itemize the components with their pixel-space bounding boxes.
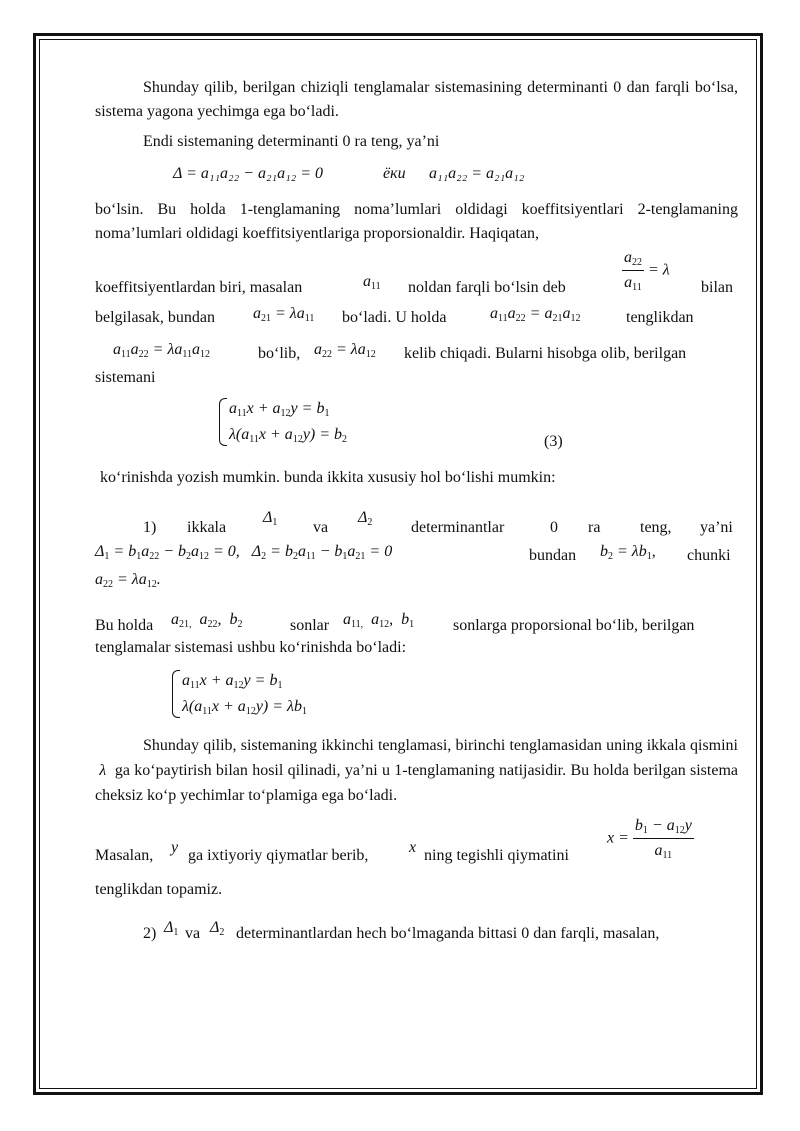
case-1-ra: ra [588, 519, 601, 536]
case-1-equal: teng, [640, 519, 672, 536]
line-result [95, 338, 738, 366]
equation-or-word: ёки [383, 165, 406, 182]
paragraph-system-intro: sistemani [95, 369, 156, 386]
text-numbers: sonlar [290, 617, 330, 634]
case-1-determinants: determinantlar [411, 519, 505, 536]
math-delta1: $\Delta_1$ [263, 509, 278, 528]
math-second-row-coeffs: $a_{21,}$ $a_{22}$, $b_2$ [171, 611, 243, 630]
case-2-text: determinantlardan hech bo‘lmaganda bittasi 0 dan farqli, masalan, [236, 925, 660, 943]
paragraph-2: Endi sistemaning determinanti 0 ra teng, ya’ni [143, 133, 440, 150]
system-3-row-2: $\lambda(a_{11}x + a_{12}y) = b_2$ [229, 426, 348, 445]
line-example [95, 814, 738, 870]
text-consequence: ga ko‘paytirish bilan hosil qilinadi, ya’ni u 1-tenglamaning natijasidir. Bu holda berilgan sistema cheksiz ko‘p yechimlar to‘plamiga ega bo‘ladi. [95, 761, 738, 804]
case-1-and: va [313, 519, 329, 536]
math-delta2: $\Delta_2$ [358, 509, 373, 528]
equation-proportion: a₁₁a₂₂ = a₂₁a₁₂ [429, 165, 525, 182]
paragraph-system-form: tenglamalar sistemasi ushbu ko‘rinishda bo‘ladi: [95, 639, 407, 656]
math-a21-lambda: $a_{21} = \lambda a_{11}$ [253, 305, 315, 324]
math-lambda: λ [95, 761, 111, 779]
paragraph-find: tenglikdan topamiz. [95, 881, 223, 899]
text-arbitrary-values: ga ixtiyoriy qiymatlar berib, [188, 847, 369, 865]
paragraph-infinite-solutions [95, 734, 738, 808]
text-becomes: bo‘ladi. U holda [342, 309, 447, 326]
equation-delta: Δ = a₁₁a₂₂ − a₂₁a₁₂ = 0 [173, 165, 323, 182]
text-nonzero: noldan farqli bo‘lsin deb [408, 279, 566, 296]
text-with: bilan [701, 279, 733, 296]
math-a11: $a_{11}$ [363, 273, 381, 292]
equation-determinant-zero [95, 154, 738, 194]
system-dependent-row-1: $a_{11}x + a_{12}y = b_1$ [182, 672, 283, 691]
math-x: x [409, 839, 417, 857]
text-multiply-both-sides: Shunday qilib, sistemaning ikkinchi tenglamasi, birinchi tenglamasidan uning ikkala qismini [143, 737, 738, 754]
text-being: bo‘lib, [258, 345, 301, 362]
case-2-number: 2) [143, 925, 157, 943]
math-delta1-case2: $\Delta_1$ [164, 919, 179, 939]
text-in-this-case: Bu holda [95, 617, 154, 634]
system-3 [95, 396, 738, 462]
math-delta2-case2: $\Delta_2$ [210, 919, 225, 939]
case-1-hence: bundan [529, 547, 577, 564]
case-2-and: va [185, 925, 201, 943]
math-b2-lambda: $b_2 = \lambda b_1$, [600, 543, 656, 562]
paragraph-cases-intro: ko‘rinishda yozish mumkin. bunda ikkita xususiy hol bo‘lishi mumkin: [100, 469, 556, 486]
math-a22-lambda: $a_{22} = \lambda a_{12}$ [314, 341, 376, 360]
line-denote [95, 302, 738, 332]
line-coefficient-ratio [95, 246, 738, 302]
case-1-number: 1) [143, 519, 157, 536]
system-dependent [95, 668, 738, 730]
math-first-row-coeffs: $a_{11,}$ $a_{12}$, $b_1$ [343, 611, 415, 630]
case-1-both: ikkala [187, 519, 227, 536]
math-a11a22-lambda: $a_{11}a_{22} = \lambda a_{11}a_{12}$ [113, 341, 211, 360]
equation-number: (3) [544, 433, 563, 450]
case-1 [95, 502, 738, 592]
line-proportional [95, 608, 738, 636]
case-2 [95, 916, 738, 944]
case-1-because: chunki [687, 547, 731, 564]
paragraph-3: bo‘lsin. Bu holda 1-tenglamaning noma’lumlari oldidagi koeffitsiyentlari 2-tenglamaning noma’lumlari oldidagi koeffitsiyentlariga proporsionaldir. Haqiqatan, [95, 201, 738, 242]
system-equations-3 [217, 396, 347, 448]
text-proportional: sonlarga proporsional bo‘lib, berilgan [453, 617, 695, 634]
document-page [95, 76, 738, 944]
text-derived: kelib chiqadi. Bularni hisobga olib, berilgan [404, 345, 687, 362]
math-delta-zero: $\Delta_1 = b_1a_{22} - b_2a_{12} = 0$, $\Delta_2 = b_2a_{11} - b_1a_{21} = 0$ [95, 543, 393, 562]
case-1-that-is: ya’ni [700, 519, 733, 536]
math-ratio-lambda: $\frac{a_{22}}{a_{11}}$ = λ [622, 246, 670, 295]
system-equations-dependent [170, 668, 307, 720]
case-1-zero: 0 [550, 519, 558, 536]
math-equality: $a_{11}a_{22} = a_{21}a_{12}$ [490, 305, 581, 324]
math-x-formula: x = $\frac{b_1 - a_{12}y}{a_{11}}$ [607, 814, 694, 863]
system-3-row-1: $a_{11}x + a_{12}y = b_1$ [229, 400, 330, 419]
math-y: y [171, 839, 179, 857]
text-for-example: Masalan, [95, 847, 154, 865]
text-coefficient: koeffitsiyentlardan biri, masalan [95, 279, 303, 296]
system-dependent-row-2: $\lambda(a_{11}x + a_{12}y) = \lambda b_1$ [182, 698, 307, 717]
paragraph-1: Shunday qilib, berilgan chiziqli tenglamalar sistemasining determinanti 0 dan farqli bo‘lsa, sistema yagona yechimga ega bo‘ladi. [95, 79, 738, 120]
text-corresponding-value: ning tegishli qiymatini [424, 847, 569, 865]
text-denote: belgilasak, bundan [95, 309, 215, 326]
text-from-equality: tenglikdan [626, 309, 694, 326]
math-a22-lambda-a12: $a_{22} = \lambda a_{12}$. [95, 571, 161, 590]
